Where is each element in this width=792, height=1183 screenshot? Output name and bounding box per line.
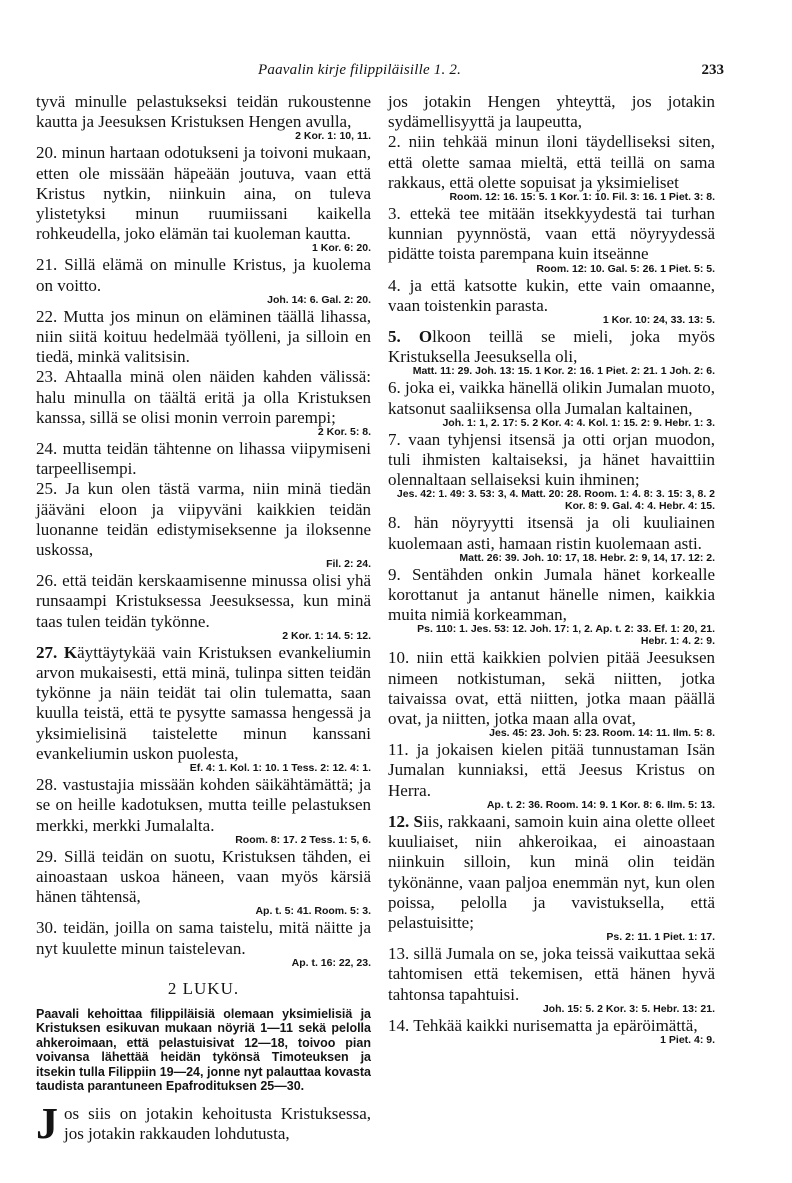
- cross-ref: Room. 12: 16. 15: 5. 1 Kor. 1: 10. Fil. 3: 16. 1 Piet. 3: 8.: [449, 191, 715, 204]
- cross-ref: 1 Piet. 4: 9.: [660, 1033, 715, 1046]
- paragraph-lead: 12. S: [388, 811, 423, 831]
- cross-ref: Ap. t. 5: 41. Room. 5: 3.: [255, 905, 371, 918]
- cross-ref: 1 Kor. 10: 24, 33. 13: 5.: [602, 314, 715, 327]
- verse-text: äyttäytykää vain Kristuksen evankeliumin arvon mukaisesti, että minä, tulinpa sitten teidän tykönne ja näin teidät tai olin tulematta, saan kuulla teistä, että te pysytte samassa hengessä ja yksimielisinä taistelette minun kanssani evankeliumin uskon puolesta,: [36, 642, 371, 763]
- cross-ref: 2 Kor. 5: 8.: [317, 426, 371, 439]
- cross-ref: Room. 12: 10. Gal. 5: 26. 1 Piet. 5: 5.: [536, 262, 715, 275]
- verse-1-30: 30. teidän, joilla on sama taistelu, mitä näitte ja nyt kuulette minun taistelevan.: [36, 918, 371, 958]
- verse-2-1: [36, 1098, 371, 1148]
- verse-2-4: 4. ja että katsotte kukin, ette vain omaanne, vaan toistenkin parasta.: [388, 275, 715, 315]
- verse-2-3: 3. ettekä tee mitään itsekkyydestä tai turhan kunnian pyynnöstä, vaan että nöyryydessä pidätte toista parempana kuin itseänne: [388, 204, 715, 264]
- verse-text: iis, rakkaani, samoin kuin aina olette olleet kuuliaiset, niin ahkeroikaa, ei ainoastaan niinkuin silloin, kun minä olin teidän tykönänne, vaan paljoa enemmän nyt, kun olen poissa, pelolla ja vavistuksella, että pelastuisitte;: [388, 811, 715, 932]
- cross-ref: Ps. 110: 1. Jes. 53: 12. Joh. 17: 1, 2. Ap. t. 2: 33. Ef. 1: 20, 21. Hebr. 1: 4. 2: 9.: [417, 623, 715, 648]
- verse-2-10: 10. niin että kaikkien polvien pitää Jeesuksen nimeen notkistuman, sekä niitten, jotka taivaissa ovat, että niitten, jotka maan päällä ovat, ja niitten, jotka maan alla ovat,: [388, 648, 715, 729]
- cross-ref: Jes. 42: 1. 49: 3. 53: 3, 4. Matt. 20: 28. Room. 1: 4. 8: 3. 15: 3, 8. 2 Kor. 8: 9. Gal. 4: 4. Hebr. 4: 15.: [396, 488, 715, 513]
- verse-2-8: 8. hän nöyryytti itsensä ja oli kuuliainen kuolemaan asti, hamaan ristin kuolemaan asti.: [388, 513, 715, 553]
- cross-ref: 2 Kor. 1: 14. 5: 12.: [282, 629, 371, 642]
- cross-ref: Jes. 45: 23. Joh. 5: 23. Room. 14: 11. Ilm. 5: 8.: [489, 727, 715, 740]
- cross-ref: Fil. 2: 24.: [326, 558, 371, 571]
- verse-2-13: 13. sillä Jumala on se, joka teissä vaikuttaa sekä tahtomisen että tekemisen, että hänen hyvä tahtonsa tapahtuisi.: [388, 944, 715, 1004]
- page-header: [28, 62, 724, 84]
- chapter-summary: Paavali kehoittaa filippiläisiä olemaan yksimielisiä ja Kristuksen esikuvan mukaan nöyriä 1—11 sekä pelolla ahkeroimaan, että pelastuisivat 12—18, toivoo pian voivansa lähettää heidän tykönsä Timoteuksen ja itsekin tulla Filippiin 19—24, jonne nyt palauttaa kovasta taudista parantuneen Epafrodituksen 25—30.: [36, 1006, 371, 1094]
- cross-ref: Matt. 26: 39. Joh. 10: 17, 18. Hebr. 2: 9, 14, 17. 12: 2.: [459, 551, 715, 564]
- verse-1-28: 28. vastustajia missään kohden säikähtämättä; ja se on heille kadotuksen, mutta teille pelastuksen merkki, merkki Jumalalta.: [36, 775, 371, 835]
- verse-text: lkoon teillä se mieli, joka myös Kristuksella Jeesuksella oli,: [388, 327, 715, 367]
- verse-1-23: 23. Ahtaalla minä olen näiden kahden välissä: halu minulla on täältä eritä ja olla Kristuksen kanssa, sillä se olisi monin verroin parempi;: [36, 367, 371, 427]
- verse-2-12: [388, 812, 715, 933]
- paragraph-lead: 27. K: [36, 642, 78, 662]
- cross-ref: Joh. 15: 5. 2 Kor. 3: 5. Hebr. 13: 21.: [542, 1002, 715, 1015]
- drop-cap: J: [36, 1098, 58, 1148]
- verse-2-2: 2. niin tehkää minun iloni täydelliseksi siten, että olette samaa mieltä, että teillä on sama rakkaus, että olette sopuisat ja yksimieliset: [388, 132, 715, 192]
- verse-2-11: 11. ja jokaisen kielen pitää tunnustaman Isän Jumalan kunniaksi, että Jeesus Kristus on Herra.: [388, 740, 715, 800]
- cross-ref: Ap. t. 2: 36. Room. 14: 9. 1 Kor. 8: 6. Ilm. 5: 13.: [486, 798, 715, 811]
- paragraph-lead: 5. O: [388, 327, 433, 347]
- verse-2-9: 9. Sentähden onkin Jumala hänet korkealle korottanut ja antanut hänelle nimen, kaikkia muita nimiä korkeamman,: [388, 564, 715, 625]
- verse-1-25: 25. Ja kun olen tästä varma, niin minä tiedän jääväni eloon ja viipyväni kaikkien teidän luonanne teidän edistymiseksenne ja iloksenne uskossa,: [36, 479, 371, 560]
- verse-1-24: 24. mutta teidän tähtenne on lihassa viipymiseni tarpeellisempi.: [36, 439, 371, 479]
- left-column: [36, 92, 371, 1148]
- verse-1-27: [36, 643, 371, 764]
- verse-1-21: 21. Sillä elämä on minulle Kristus, ja kuolema on voitto.: [36, 255, 371, 295]
- chapter-title: 2 LUKU.: [167, 978, 240, 998]
- cross-ref: Ps. 2: 11. 1 Piet. 1: 17.: [606, 931, 715, 944]
- cross-ref: Joh. 1: 1, 2. 17: 5. 2 Kor. 4: 4. Kol. 1: 15. 2: 9. Hebr. 1: 3.: [442, 416, 715, 429]
- verse-2-7: 7. vaan tyhjensi itsensä ja otti orjan muodon, tuli ihmisten kaltaiseksi, ja hänet havaittiin olennaltaan sellaiseksi kuin ihminen;: [388, 429, 715, 490]
- cross-ref: 1 Kor. 6: 20.: [312, 242, 371, 255]
- cross-ref: Ef. 4: 1. Kol. 1: 10. 1 Tess. 2: 12. 4: 1.: [189, 762, 371, 775]
- verse-1-19-cont: tyvä minulle pelastukseksi teidän rukoustenne kautta ja Jeesuksen Kristuksen Hengen avulla,: [36, 92, 371, 132]
- verse-1-20: 20. minun hartaan odotukseni ja toivoni mukaan, etten ole missään häpeään joutuva, vaan että Kristus nytkin, niinkuin aina, on tuleva ylistetyksi minun ruumiissani kaikella rohkeudella, joko elämän tai kuoleman kautta.: [36, 143, 371, 244]
- page-number: 233: [701, 62, 724, 78]
- cross-ref: Ap. t. 16: 22, 23.: [291, 956, 371, 969]
- verse-1-22: 22. Mutta jos minun on eläminen täällä lihassa, niin siitä koituu hedelmää työlleni, ja silloin en tiedä, minkä valitsisin.: [36, 306, 371, 367]
- cross-ref: 2 Kor. 1: 10, 11.: [295, 130, 371, 143]
- right-column: [388, 92, 715, 1047]
- verse-2-6: 6. joka ei, vaikka hänellä olikin Jumalan muoto, katsonut saaliiksensa olla Jumalan kaltainen,: [388, 378, 715, 418]
- verse-2-1-cont: jos jotakin Hengen yhteyttä, jos jotakin sydämellisyyttä ja laupeutta,: [388, 92, 715, 132]
- verse-text: os siis on jotakin kehoitusta Kristuksessa, jos jotakin rakkauden lohdutusta,: [64, 1103, 371, 1144]
- cross-ref: Joh. 14: 6. Gal. 2: 20.: [267, 293, 371, 306]
- verse-2-14: 14. Tehkää kaikki nurisematta ja epäröimättä,: [388, 1015, 698, 1035]
- cross-ref: Matt. 11: 29. Joh. 13: 15. 1 Kor. 2: 16. 1 Piet. 2: 21. 1 Joh. 2: 6.: [412, 365, 715, 378]
- cross-ref: Room. 8: 17. 2 Tess. 1: 5, 6.: [235, 833, 371, 846]
- verse-2-5: [388, 327, 715, 367]
- verse-1-29: 29. Sillä teidän on suotu, Kristuksen tähden, ei ainoastaan uskoa häneen, vaan myös kärsiä hänen tähtensä,: [36, 846, 371, 907]
- verse-1-26: 26. että teidän kerskaamisenne minussa olisi yhä runsaampi Kristuksessa Jeesuksessa, kun minä taas tulen teidän tykönne.: [36, 571, 371, 631]
- running-title: Paavalin kirje filippiläisille 1. 2.: [258, 62, 462, 78]
